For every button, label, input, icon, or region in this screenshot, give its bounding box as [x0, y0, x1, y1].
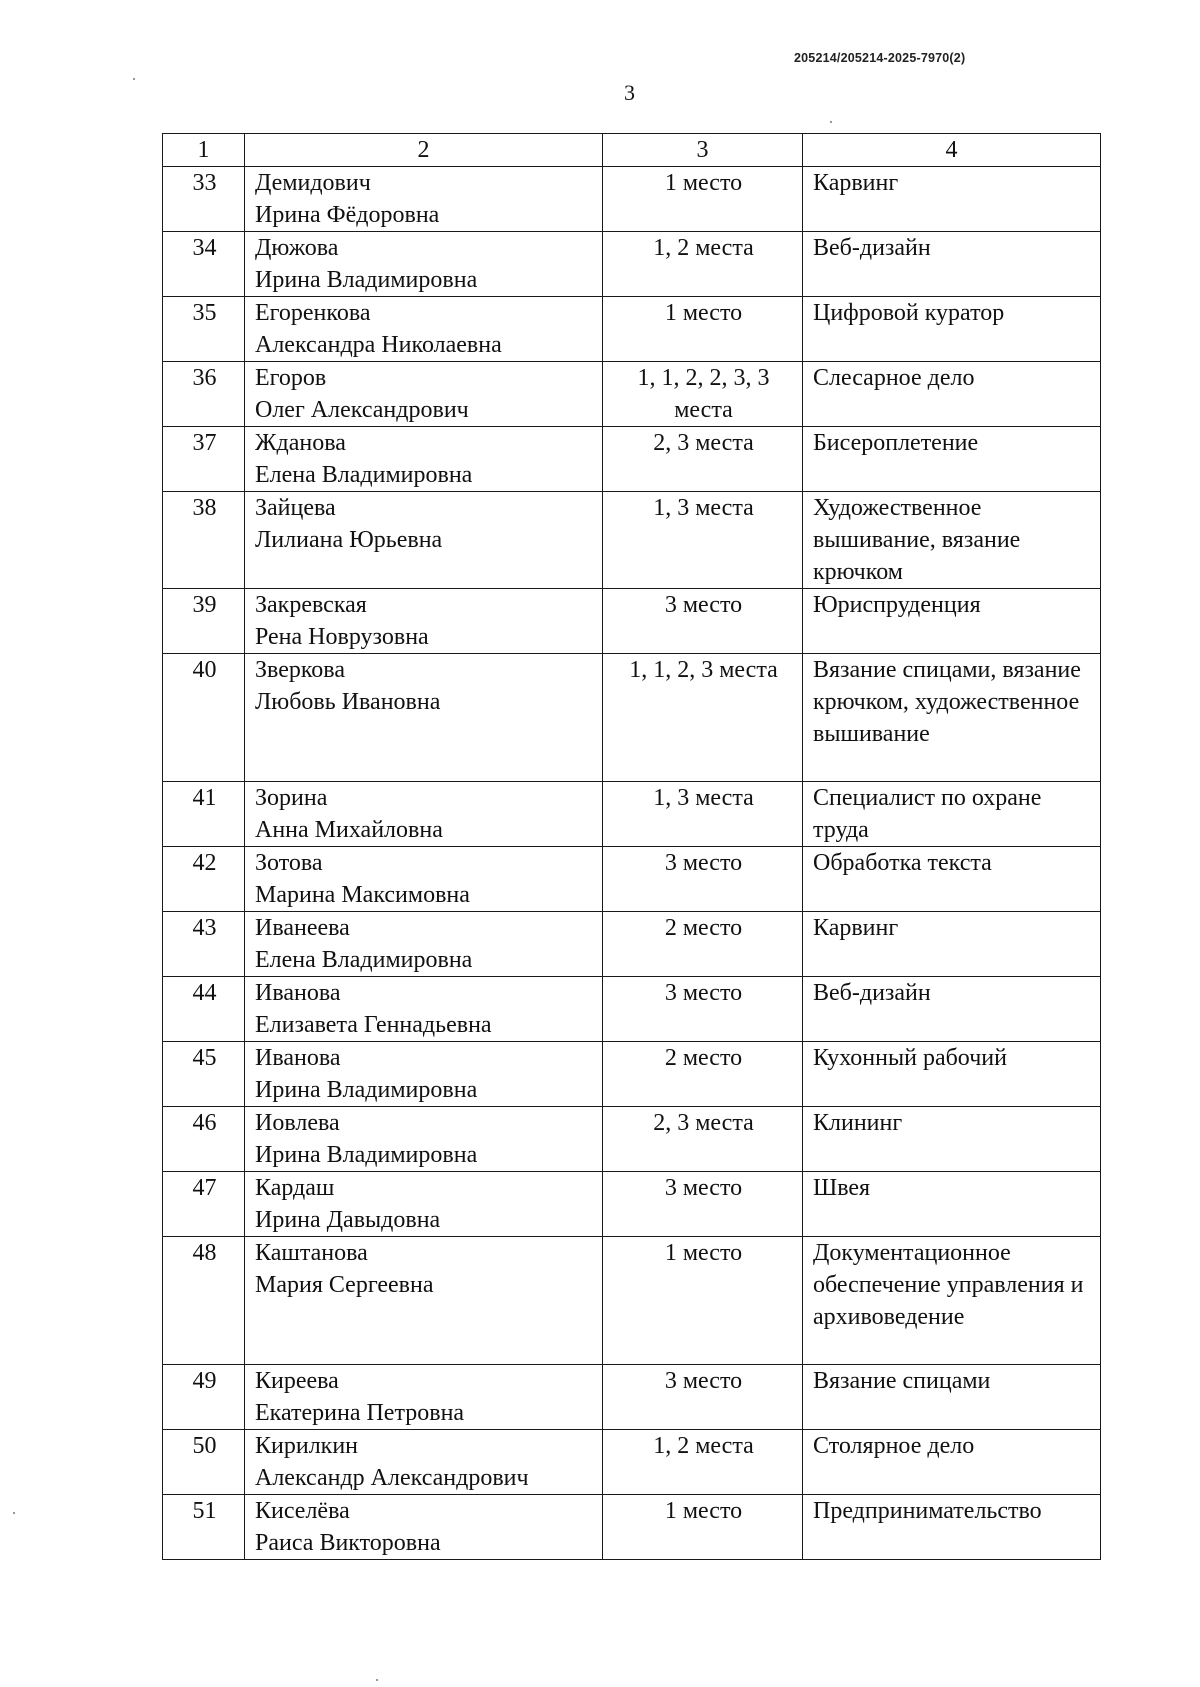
table-row: [163, 362, 1101, 427]
award-place: 3 место: [603, 589, 803, 654]
row-number: 44: [163, 977, 245, 1042]
participant-given-names: Раиса Викторовна: [255, 1530, 441, 1556]
table-row: [163, 297, 1101, 362]
scan-speck: [830, 121, 832, 123]
participant-surname: Демидович: [255, 170, 371, 196]
award-place: 1, 3 места: [603, 492, 803, 589]
scan-speck: [376, 1679, 378, 1681]
participant-given-names: Марина Максимовна: [255, 882, 470, 908]
participant-name: [245, 1042, 603, 1107]
participant-name: [245, 654, 603, 782]
table-row: [163, 589, 1101, 654]
participant-surname: Иванеева: [255, 915, 350, 941]
participant-given-names: Ирина Владимировна: [255, 1077, 478, 1103]
column-number-3: 3: [603, 134, 803, 167]
table-body: [163, 167, 1101, 1560]
participant-given-names: Любовь Ивановна: [255, 689, 441, 715]
competency-category: Слесарное дело: [803, 362, 1101, 427]
column-number-4: 4: [803, 134, 1101, 167]
participant-given-names: Ирина Владимировна: [255, 267, 478, 293]
participant-given-names: Ирина Давыдовна: [255, 1207, 441, 1233]
award-place: 2 место: [603, 1042, 803, 1107]
row-number: 35: [163, 297, 245, 362]
award-place: 2 место: [603, 912, 803, 977]
participant-name: [245, 1237, 603, 1365]
row-number: 45: [163, 1042, 245, 1107]
table-row: [163, 1107, 1101, 1172]
row-number: 41: [163, 782, 245, 847]
participant-name: [245, 427, 603, 492]
row-number: 42: [163, 847, 245, 912]
award-place: 1, 1, 2, 3 места: [603, 654, 803, 782]
row-number: 39: [163, 589, 245, 654]
participant-surname: Зверкова: [255, 657, 345, 683]
table-row: [163, 1042, 1101, 1107]
participant-surname: Иовлева: [255, 1110, 340, 1136]
table-row: [163, 427, 1101, 492]
row-number: 37: [163, 427, 245, 492]
table-row: [163, 654, 1101, 782]
participant-surname: Иванова: [255, 980, 341, 1006]
competency-category: Предпринимательство: [803, 1495, 1101, 1560]
participant-name: [245, 589, 603, 654]
participant-given-names: Екатерина Петровна: [255, 1400, 465, 1426]
award-place: 1, 2 места: [603, 232, 803, 297]
competency-category: Карвинг: [803, 912, 1101, 977]
column-number-1: 1: [163, 134, 245, 167]
participant-surname: Кирилкин: [255, 1433, 359, 1459]
participant-name: [245, 1365, 603, 1430]
table-row: [163, 232, 1101, 297]
participant-name: [245, 232, 603, 297]
participant-name: [245, 1495, 603, 1560]
table-row: [163, 847, 1101, 912]
award-place: 3 место: [603, 1365, 803, 1430]
participant-given-names: Анна Михайловна: [255, 817, 443, 843]
row-number: 38: [163, 492, 245, 589]
document-registration-code: 205214/205214-2025-7970(2): [794, 51, 966, 65]
table-row: [163, 167, 1101, 232]
participant-name: [245, 847, 603, 912]
competency-category: Специалист по охране труда: [803, 782, 1101, 847]
participant-name: [245, 977, 603, 1042]
participant-surname: Дюжова: [255, 235, 339, 261]
row-number: 49: [163, 1365, 245, 1430]
row-number: 47: [163, 1172, 245, 1237]
competency-category: Веб-дизайн: [803, 232, 1101, 297]
awards-table: [162, 133, 1101, 1560]
competency-category: Юриспруденция: [803, 589, 1101, 654]
participant-surname: Зотова: [255, 850, 323, 876]
competency-category: Бисероплетение: [803, 427, 1101, 492]
row-number: 43: [163, 912, 245, 977]
participant-surname: Зайцева: [255, 495, 336, 521]
competency-category: Вязание спицами: [803, 1365, 1101, 1430]
table-row: [163, 1172, 1101, 1237]
award-place: 1, 1, 2, 2, 3, 3 места: [603, 362, 803, 427]
participant-name: [245, 492, 603, 589]
competency-category: Столярное дело: [803, 1430, 1101, 1495]
competency-category: Цифровой куратор: [803, 297, 1101, 362]
participant-name: [245, 297, 603, 362]
participant-given-names: Рена Новрузовна: [255, 624, 429, 650]
participant-given-names: Олег Александрович: [255, 397, 469, 423]
row-number: 51: [163, 1495, 245, 1560]
row-number: 33: [163, 167, 245, 232]
award-place: 1, 2 места: [603, 1430, 803, 1495]
competency-category: Клининг: [803, 1107, 1101, 1172]
participant-name: [245, 782, 603, 847]
participant-given-names: Александра Николаевна: [255, 332, 502, 358]
table-row: [163, 1237, 1101, 1365]
participant-surname: Кардаш: [255, 1175, 335, 1201]
award-place: 2, 3 места: [603, 1107, 803, 1172]
row-number: 36: [163, 362, 245, 427]
table-row: [163, 1495, 1101, 1560]
participant-given-names: Ирина Фёдоровна: [255, 202, 440, 228]
table-row: [163, 912, 1101, 977]
competency-category: Обработка текста: [803, 847, 1101, 912]
competency-category: Швея: [803, 1172, 1101, 1237]
participant-name: [245, 1107, 603, 1172]
competency-category: Карвинг: [803, 167, 1101, 232]
award-place: 1 место: [603, 1495, 803, 1560]
participant-surname: Зорина: [255, 785, 328, 811]
participant-surname: Киселёва: [255, 1498, 350, 1524]
participant-surname: Иванова: [255, 1045, 341, 1071]
participant-surname: Закревская: [255, 592, 367, 618]
participant-name: [245, 1430, 603, 1495]
award-place: 1 место: [603, 167, 803, 232]
row-number: 34: [163, 232, 245, 297]
participant-name: [245, 362, 603, 427]
award-place: 3 место: [603, 977, 803, 1042]
competency-category: Веб-дизайн: [803, 977, 1101, 1042]
participant-surname: Киреева: [255, 1368, 339, 1394]
row-number: 46: [163, 1107, 245, 1172]
participant-surname: Егоренкова: [255, 300, 371, 326]
row-number: 48: [163, 1237, 245, 1365]
participant-given-names: Ирина Владимировна: [255, 1142, 478, 1168]
participant-given-names: Елена Владимировна: [255, 462, 473, 488]
award-place: 1, 3 места: [603, 782, 803, 847]
award-place: 1 место: [603, 297, 803, 362]
scan-speck: [133, 78, 135, 80]
participant-surname: Жданова: [255, 430, 346, 456]
award-place: 2, 3 места: [603, 427, 803, 492]
award-place: 1 место: [603, 1237, 803, 1365]
participant-given-names: Елена Владимировна: [255, 947, 473, 973]
table-row: [163, 1365, 1101, 1430]
competency-category: Документационное обеспечение управления и архивоведение: [803, 1237, 1101, 1365]
participant-given-names: Елизавета Геннадьевна: [255, 1012, 492, 1038]
competency-category: Вязание спицами, вязание крючком, художественное вышивание: [803, 654, 1101, 782]
row-number: 50: [163, 1430, 245, 1495]
column-number-row: [163, 134, 1101, 167]
table-row: [163, 977, 1101, 1042]
row-number: 40: [163, 654, 245, 782]
participant-name: [245, 912, 603, 977]
participant-surname: Егоров: [255, 365, 327, 391]
competency-category: Кухонный рабочий: [803, 1042, 1101, 1107]
award-place: 3 место: [603, 847, 803, 912]
column-number-2: 2: [245, 134, 603, 167]
participant-given-names: Мария Сергеевна: [255, 1272, 434, 1298]
participant-surname: Каштанова: [255, 1240, 368, 1266]
table-row: [163, 1430, 1101, 1495]
participant-given-names: Лилиана Юрьевна: [255, 527, 443, 553]
table-row: [163, 492, 1101, 589]
scan-speck: [13, 1512, 15, 1514]
table-row: [163, 782, 1101, 847]
page-number: 3: [624, 80, 635, 105]
competency-category: Художественное вышивание, вязание крючком: [803, 492, 1101, 589]
participant-name: [245, 167, 603, 232]
participant-given-names: Александр Александрович: [255, 1465, 529, 1491]
award-place: 3 место: [603, 1172, 803, 1237]
participant-name: [245, 1172, 603, 1237]
